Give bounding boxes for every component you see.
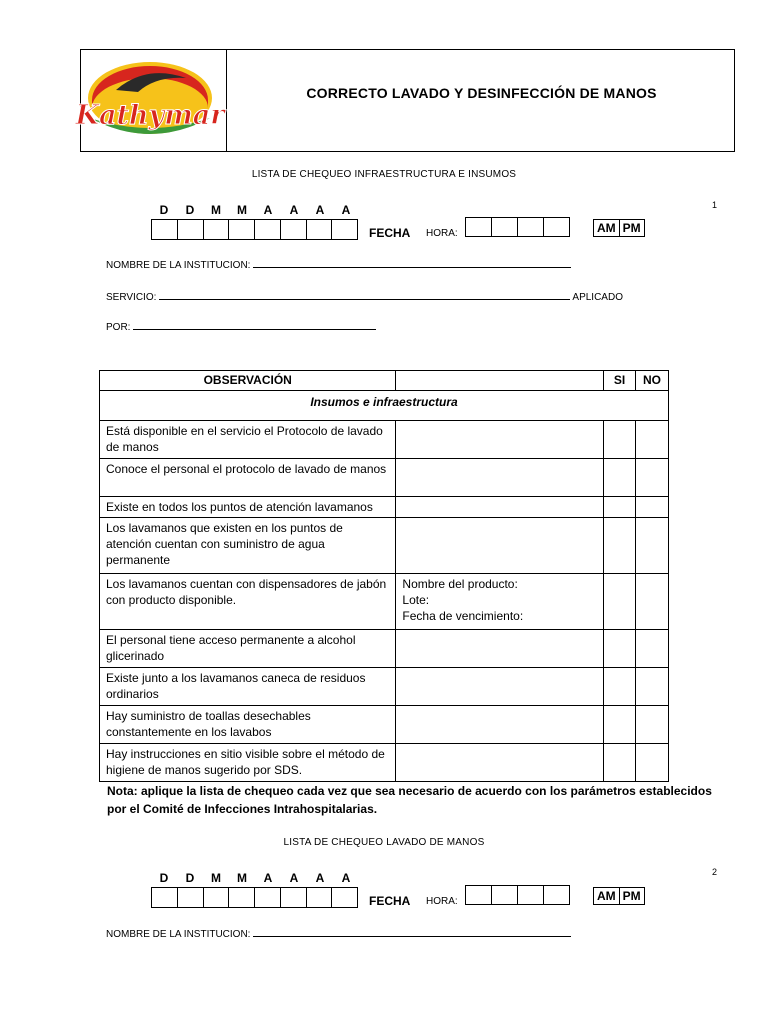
date-letter: A — [289, 871, 299, 885]
logo-text: Kathymar — [75, 100, 225, 131]
col-detail — [396, 371, 604, 391]
si-cell[interactable] — [604, 706, 636, 744]
observation-table — [99, 370, 669, 782]
table-row — [100, 459, 669, 497]
table-row — [100, 518, 669, 574]
no-cell[interactable] — [636, 574, 669, 630]
header-divider — [226, 49, 227, 152]
hora-input-boxes-1[interactable] — [465, 217, 570, 237]
no-cell[interactable] — [636, 421, 669, 459]
row-text: Hay instrucciones en sitio visible sobre el método de higiene de manos sugerido por SDS. — [100, 744, 396, 782]
no-cell[interactable] — [636, 497, 669, 518]
row-detail[interactable] — [396, 518, 604, 574]
date-letter: A — [341, 203, 351, 217]
row-detail[interactable] — [396, 668, 604, 706]
date-format-letters-2 — [151, 871, 359, 885]
no-cell[interactable] — [636, 459, 669, 497]
row-text: Hay suministro de toallas desechables constantemente en los lavabos — [100, 706, 396, 744]
row-detail[interactable] — [396, 706, 604, 744]
aplicado-label: APLICADO — [572, 292, 623, 303]
institucion-label: NOMBRE DE LA INSTITUCION: — [106, 929, 251, 940]
si-cell[interactable] — [604, 459, 636, 497]
institucion-line[interactable] — [253, 935, 571, 937]
si-cell[interactable] — [604, 668, 636, 706]
date-letter: M — [237, 871, 247, 885]
no-cell[interactable] — [636, 668, 669, 706]
servicio-field[interactable] — [106, 292, 623, 303]
row-text: Existe junto a los lavamanos caneca de residuos ordinarios — [100, 668, 396, 706]
row-text: El personal tiene acceso permanente a alcohol glicerinado — [100, 630, 396, 668]
hora-label-1: HORA: — [426, 228, 458, 239]
row-text: Está disponible en el servicio el Protocolo de lavado de manos — [100, 421, 396, 459]
row-detail[interactable] — [396, 744, 604, 782]
section-title: Insumos e infraestructura — [100, 391, 669, 421]
table-header-row — [100, 371, 669, 391]
row-text: Los lavamanos que existen en los puntos de atención cuentan con suministro de agua permanente — [100, 518, 396, 574]
date-letter: A — [315, 871, 325, 885]
por-field[interactable] — [106, 322, 376, 333]
institucion-line[interactable] — [253, 266, 571, 268]
institucion-label: NOMBRE DE LA INSTITUCION: — [106, 260, 251, 271]
si-cell[interactable] — [604, 630, 636, 668]
no-cell[interactable] — [636, 744, 669, 782]
note-text: Nota: aplique la lista de chequeo cada vez que sea necesario de acuerdo con los parámetros establecidos por el Comité de Infecciones Intrahospitalarias. — [107, 784, 712, 816]
col-observacion: OBSERVACIÓN — [100, 371, 396, 391]
row-text: Conoce el personal el protocolo de lavado de manos — [100, 459, 396, 497]
table-row — [100, 744, 669, 782]
fecha-label-1: FECHA — [369, 226, 411, 240]
date-letter: A — [263, 871, 273, 885]
date-letter: D — [185, 203, 195, 217]
hora-input-boxes-2[interactable] — [465, 885, 570, 905]
row-detail[interactable] — [396, 421, 604, 459]
table-row — [100, 497, 669, 518]
date-letter: A — [289, 203, 299, 217]
date-format-letters-1 — [151, 203, 359, 217]
institucion-field-1[interactable] — [106, 260, 571, 271]
date-letter: M — [211, 871, 221, 885]
no-cell[interactable] — [636, 630, 669, 668]
si-cell[interactable] — [604, 518, 636, 574]
date-letter: M — [237, 203, 247, 217]
pm-option[interactable]: PM — [622, 889, 641, 903]
servicio-label: SERVICIO: — [106, 292, 157, 303]
table-row — [100, 630, 669, 668]
fecha-label-2: FECHA — [369, 894, 411, 908]
table-row — [100, 421, 669, 459]
col-si: SI — [604, 371, 636, 391]
am-option[interactable]: AM — [594, 220, 620, 236]
row-text: Los lavamanos cuentan con dispensadores de jabón con producto disponible. — [100, 574, 396, 630]
page-number-1: 1 — [712, 200, 718, 210]
si-cell[interactable] — [604, 744, 636, 782]
date-letter: D — [159, 203, 169, 217]
page-title: CORRECTO LAVADO Y DESINFECCIÓN DE MANOS — [306, 85, 657, 101]
por-line[interactable] — [133, 328, 376, 330]
date-letter: A — [341, 871, 351, 885]
row-detail[interactable] — [396, 497, 604, 518]
table-row — [100, 706, 669, 744]
pm-option[interactable]: PM — [622, 221, 641, 235]
date-input-boxes-2[interactable] — [151, 887, 358, 908]
table-row — [100, 668, 669, 706]
si-cell[interactable] — [604, 497, 636, 518]
date-input-boxes-1[interactable] — [151, 219, 358, 240]
hora-label-2: HORA: — [426, 896, 458, 907]
am-option[interactable]: AM — [594, 888, 620, 904]
si-cell[interactable] — [604, 421, 636, 459]
section-row — [100, 391, 669, 421]
checklist-2-subtitle: LISTA DE CHEQUEO LAVADO DE MANOS — [283, 837, 485, 848]
date-letter: D — [185, 871, 195, 885]
date-letter: D — [159, 871, 169, 885]
am-pm-selector-1[interactable] — [593, 219, 645, 237]
date-letter: A — [263, 203, 273, 217]
page-number-2: 2 — [712, 867, 718, 877]
row-detail[interactable] — [396, 630, 604, 668]
row-text: Existe en todos los puntos de atención lavamanos — [100, 497, 396, 518]
por-label: POR: — [106, 322, 131, 333]
date-letter: M — [211, 203, 221, 217]
date-letter: A — [315, 203, 325, 217]
row-detail[interactable] — [396, 459, 604, 497]
checklist-1-subtitle: LISTA DE CHEQUEO INFRAESTRUCTURA E INSUMOS — [251, 169, 517, 180]
am-pm-selector-2[interactable] — [593, 887, 645, 905]
no-cell[interactable] — [636, 706, 669, 744]
servicio-line[interactable] — [159, 298, 570, 300]
row-detail[interactable]: Nombre del producto: Lote: Fecha de vencimiento: — [396, 574, 604, 630]
institucion-field-2[interactable] — [106, 929, 571, 940]
si-cell[interactable] — [604, 574, 636, 630]
col-no: NO — [636, 371, 669, 391]
table-row — [100, 574, 669, 630]
kathymar-logo — [75, 60, 225, 148]
no-cell[interactable] — [636, 518, 669, 574]
